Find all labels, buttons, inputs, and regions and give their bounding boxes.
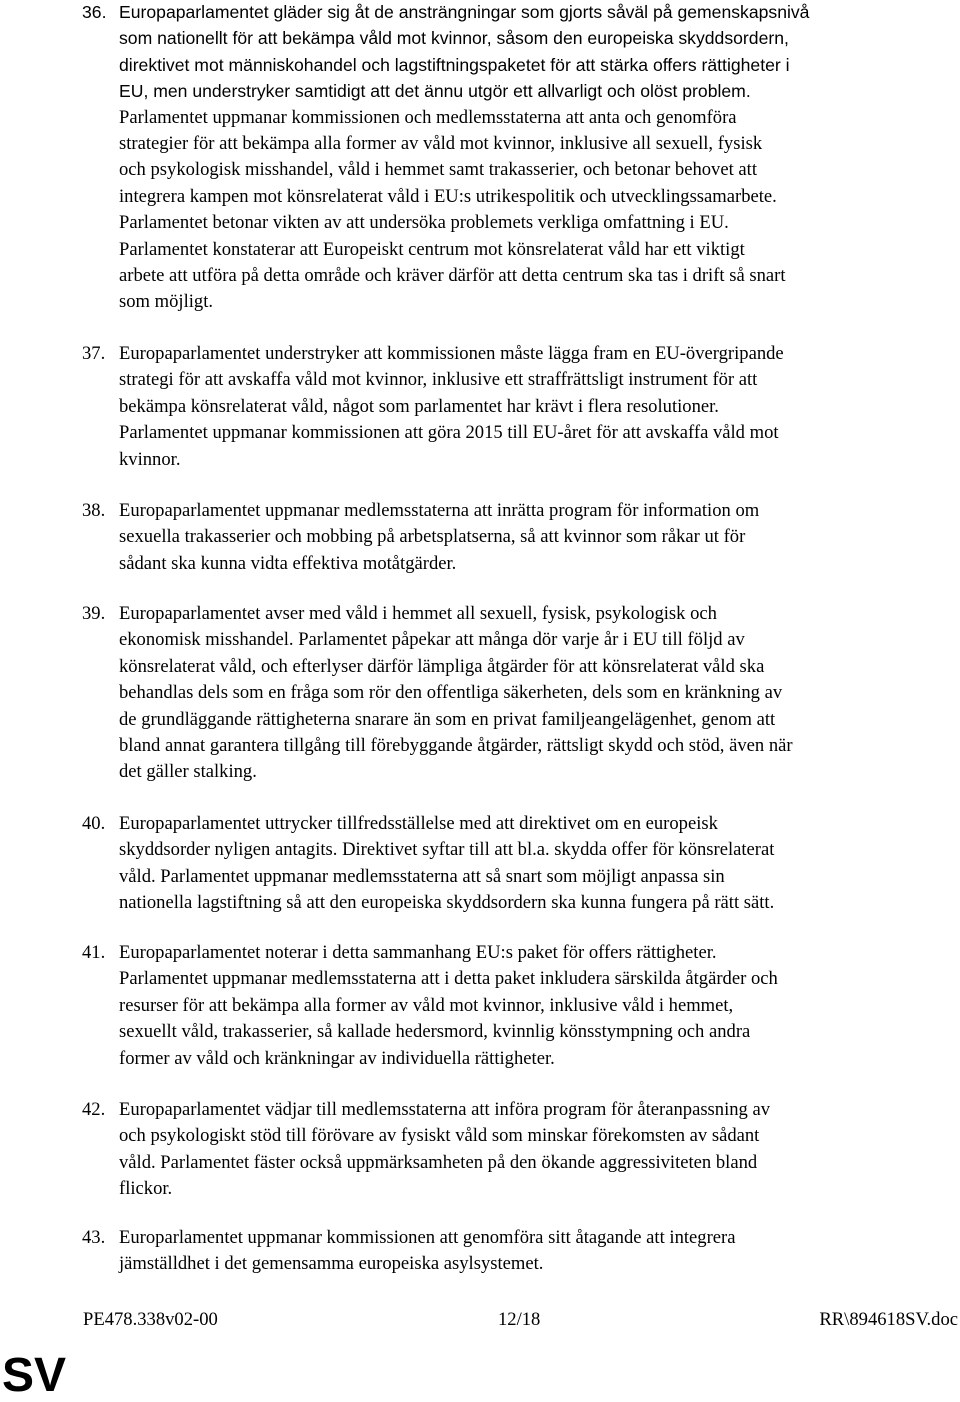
paragraph-line: former av våld och kränkningar av individuella rättigheter. — [119, 1047, 555, 1069]
paragraph-line: våld. Parlamentet fäster också uppmärksamheten på den ökande aggressiviteten bland — [119, 1151, 758, 1173]
paragraph-text — [119, 1097, 960, 1203]
paragraph-line: sådant ska kunna vidta effektiva motåtgärder. — [119, 552, 457, 574]
paragraph-line: kvinnor. — [119, 448, 181, 470]
paragraph-text — [119, 1225, 960, 1278]
paragraph-line: Parlamentet uppmanar medlemsstaterna att i detta paket inkludera särskilda åtgärder och — [119, 968, 778, 990]
paragraph-line: det gäller stalking. — [119, 761, 257, 783]
paragraph-line: integrera kampen mot könsrelaterat våld i EU:s utrikespolitik och utvecklingssamarbete. — [119, 185, 777, 207]
paragraph-text — [119, 498, 960, 577]
paragraph-line: behandlas dels som en fråga som rör den offentliga säkerheten, dels som en kränkning av — [119, 682, 783, 704]
paragraph-line: Europaparlamentet gläder sig åt de ansträngningar som gjorts såväl på gemenskapsnivå — [119, 2, 810, 22]
paragraph-line: Europaparlamentet noterar i detta sammanhang EU:s paket för offers rättigheter. — [119, 942, 717, 963]
paragraph-line: bekämpa könsrelaterat våld, något som parlamentet har krävt i flera resolutioner. — [119, 395, 719, 417]
paragraph-number: 41. — [82, 942, 106, 963]
paragraph-line: och psykologisk misshandel, våld i hemmet samt trakasserier, och betonar behovet att — [119, 159, 757, 181]
paragraph-line: flickor. — [119, 1178, 173, 1200]
paragraph-line: sexuella trakasserier och mobbing på arbetsplatserna, så att kvinnor som råkar ut för — [119, 526, 746, 548]
paragraph-38 — [82, 498, 960, 577]
paragraph-text — [119, 341, 960, 473]
paragraph-line: arbete att utföra på detta område och kräver därför att detta centrum ska tas i drift så snart — [119, 265, 786, 287]
footer-document-name: RR\894618SV.doc — [819, 1309, 958, 1330]
paragraph-line: strategier för att bekämpa alla former av våld mot kvinnor, inklusive all sexuell, fysisk — [119, 133, 763, 155]
paragraph-line: skyddsorder nyligen antagits. Direktivet syftar till att bl.a. skydda offer för könsrelaterat — [119, 839, 775, 861]
paragraph-line: som nationellt för att bekämpa våld mot kvinnor, såsom den europeiska skyddsordern, — [119, 28, 789, 49]
paragraph-line: EU, men understryker samtidigt att det ännu utgör ett allvarligt och olöst problem. — [119, 81, 751, 102]
paragraph-line: Europaparlamentet uppmanar medlemsstaterna att inrätta program för information om — [119, 500, 760, 521]
page-footer — [83, 1307, 958, 1333]
paragraph-37 — [82, 341, 960, 473]
footer-reference: PE478.338v02-00 — [83, 1309, 218, 1330]
paragraph-43 — [82, 1225, 960, 1278]
paragraph-text — [119, 0, 960, 316]
paragraph-number: 39. — [82, 603, 106, 624]
paragraph-number: 36. — [82, 2, 107, 22]
paragraph-line: Parlamentet uppmanar kommissionen och medlemsstaterna att anta och genomföra — [119, 106, 737, 128]
paragraph-number: 43. — [82, 1227, 106, 1248]
paragraph-line: direktivet mot människohandel och lagstiftningspaketet för att stärka offers rättigheter i — [119, 54, 790, 75]
paragraph-line: Europaparlamentet uttrycker tillfredsställelse med att direktivet om en europeisk — [119, 813, 718, 834]
paragraph-line: bland annat garantera tillgång till förebyggande åtgärder, rättsligt skydd och stöd, även när — [119, 735, 793, 757]
paragraph-line: Parlamentet konstaterar att Europeiskt centrum mot könsrelaterat våld har ett viktigt — [119, 238, 745, 260]
paragraph-line: som möjligt. — [119, 291, 214, 313]
language-code: SV — [2, 1349, 67, 1402]
paragraph-line: Europaparlamentet vädjar till medlemsstaterna att införa program för återanpassning av — [119, 1099, 771, 1120]
paragraph-line: Parlamentet betonar vikten av att undersöka problemets verkliga omfattning i EU. — [119, 212, 729, 234]
paragraph-40 — [82, 811, 960, 917]
paragraph-line: Europarlamentet uppmanar kommissionen att genomföra sitt åtagande att integrera — [119, 1227, 736, 1248]
paragraph-line: Europaparlamentet understryker att kommissionen måste lägga fram en EU-övergripande — [119, 343, 784, 364]
paragraph-39 — [82, 601, 960, 786]
paragraph-number: 38. — [82, 500, 106, 521]
paragraph-text — [119, 601, 960, 786]
paragraph-number: 37. — [82, 343, 106, 364]
paragraph-number: 40. — [82, 813, 106, 834]
paragraph-line: nationella lagstiftning så att den europeiska skyddsordern ska kunna fungera på rätt sätt. — [119, 892, 775, 914]
footer-page-number: 12/18 — [498, 1309, 541, 1330]
paragraph-line: Europaparlamentet avser med våld i hemmet all sexuell, fysisk, psykologisk och — [119, 603, 717, 624]
paragraph-line: och psykologiskt stöd till förövare av fysiskt våld som minskar förekomsten av sådant — [119, 1125, 760, 1147]
paragraph-text — [119, 940, 960, 1072]
paragraph-41 — [82, 940, 960, 1072]
paragraph-line: de grundläggande rättigheterna snarare än som en privat familjeangelägenhet, genom att — [119, 708, 776, 730]
paragraph-line: Parlamentet uppmanar kommissionen att göra 2015 till EU-året för att avskaffa våld mot — [119, 422, 779, 444]
paragraph-number: 42. — [82, 1099, 106, 1120]
paragraph-line: sexuellt våld, trakasserier, så kallade hedersmord, kvinnlig könsstympning och andra — [119, 1021, 751, 1043]
paragraph-42 — [82, 1097, 960, 1203]
paragraph-36 — [82, 0, 960, 316]
paragraph-line: strategi för att avskaffa våld mot kvinnor, inklusive ett straffrättsligt instrument för att — [119, 369, 758, 391]
paragraph-line: könsrelaterat våld, och efterlyser därför lämpliga åtgärder för att könsrelaterat våld ska — [119, 655, 765, 677]
paragraph-line: resurser för att bekämpa alla former av våld mot kvinnor, inklusive våld i hemmet, — [119, 994, 734, 1016]
paragraph-line: våld. Parlamentet uppmanar medlemsstaterna att så snart som möjligt anpassa sin — [119, 865, 725, 887]
paragraph-text — [119, 811, 960, 917]
paragraph-line: ekonomisk misshandel. Parlamentet påpekar att många dör varje år i EU till följd av — [119, 629, 745, 651]
paragraph-line: jämställdhet i det gemensamma europeiska asylsystemet. — [119, 1253, 544, 1275]
